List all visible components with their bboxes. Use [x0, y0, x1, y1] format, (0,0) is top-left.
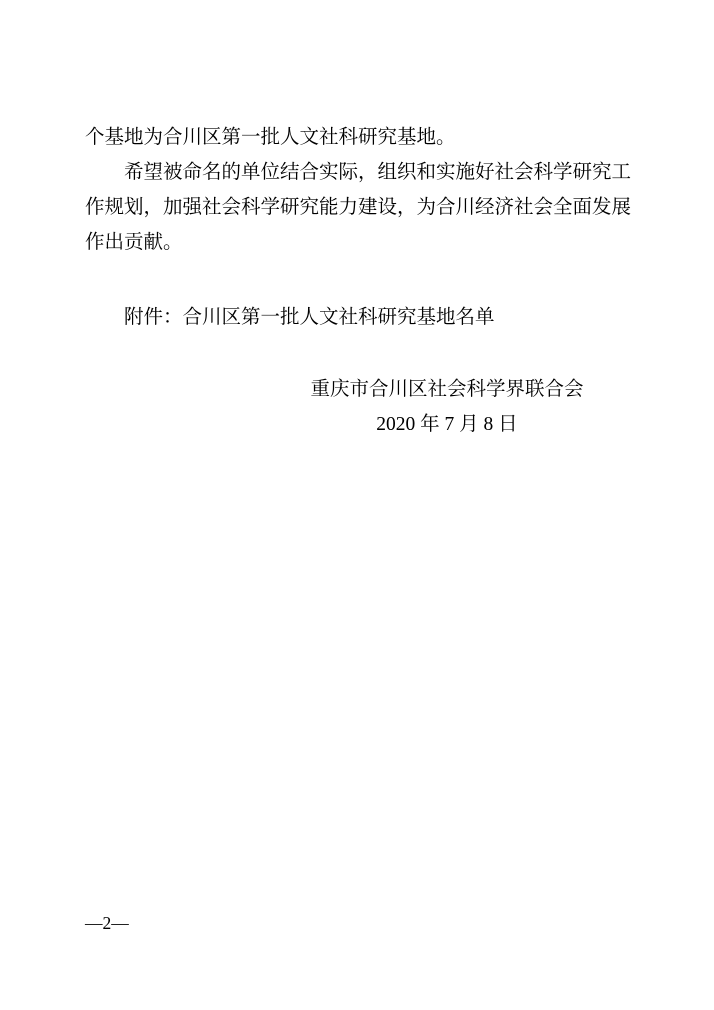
body-line-3: 作规划，加强社会科学研究能力建设，为合川经济社会全面发展	[85, 196, 632, 218]
signature-block	[310, 372, 584, 442]
body-paragraphs	[85, 120, 635, 260]
attachment-reference: 附件：合川区第一批人文社科研究基地名单	[124, 306, 495, 328]
body-line-2: 希望被命名的单位结合实际，组织和实施好社会科学研究工	[124, 161, 632, 183]
body-line-4: 作出贡献。	[85, 231, 183, 253]
issue-date: 2020 年 7 月 8 日	[376, 414, 518, 435]
issuing-organization: 重庆市合川区社会科学界联合会	[310, 378, 584, 400]
page-number: —2—	[85, 913, 129, 933]
body-line-1: 个基地为合川区第一批人文社科研究基地。	[85, 126, 456, 148]
